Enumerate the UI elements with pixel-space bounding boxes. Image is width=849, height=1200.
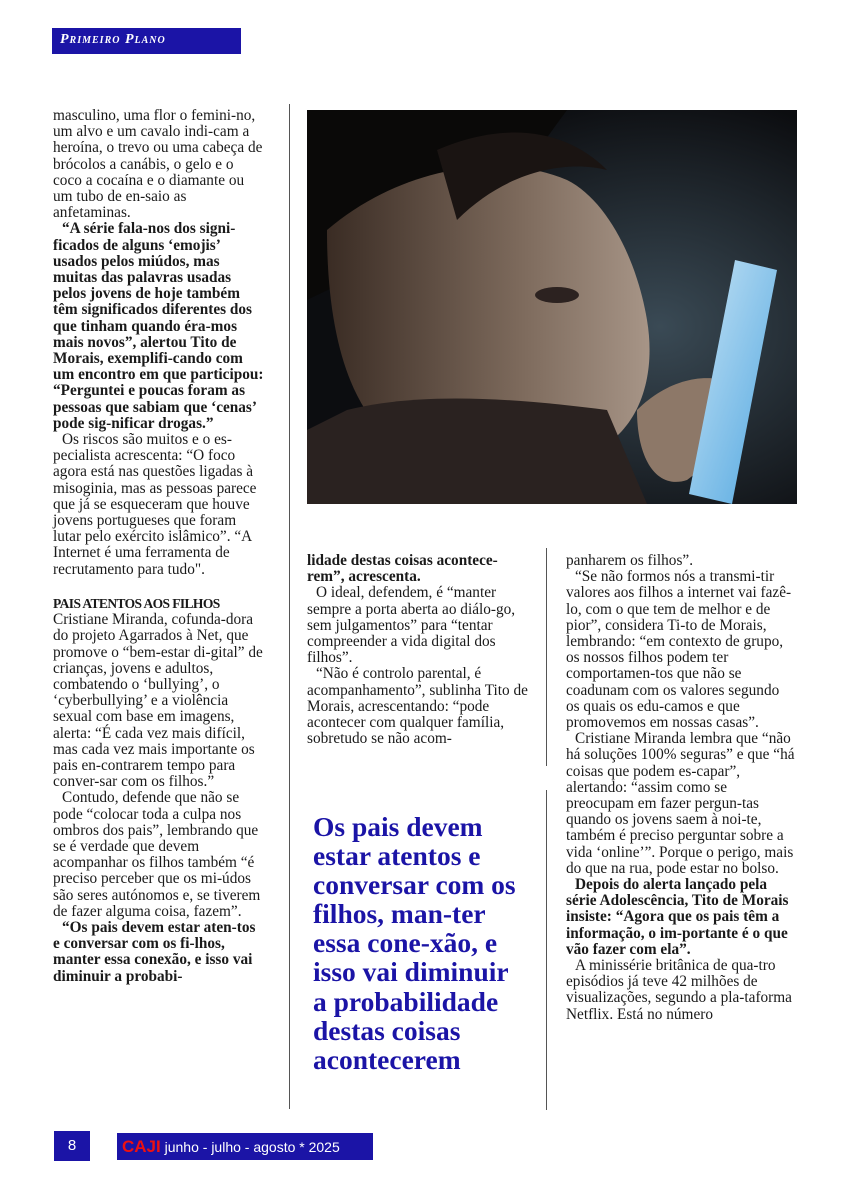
footer-masthead [117, 1133, 373, 1160]
article-paragraph: “Se não formos nós a transmi-tir valores aos filhos a internet vai fazê-lo, com o que tem de melhor e de pior”, considera Ti-to de Morais, lembrando: “em contexto de grupo, os nossos filhos podem ter comportamen-tos que não se coadunam com os valores segundo os quais os edu-camos e que promovemos em nossas casas”. [566, 568, 792, 732]
section-title: Primeiro Plano [60, 32, 166, 47]
article-paragraph: “Não é controlo parental, é acompanhamento”, sublinha Tito de Morais, acrescentando: “pode acontecer com qualquer família, sobretudo se não acom- [307, 665, 528, 748]
pull-quote: Os pais devem estar atentos e conversar com os filhos, man-ter essa cone-xão, e isso vai diminuir a probabilidade destas coisas acontecerem [313, 811, 516, 1075]
article-paragraph: A minissérie britânica de qua-tro episódios já teve 42 milhões de visualizações, segundo a pla-taforma Netflix. Está no número [566, 957, 792, 1023]
article-paragraph: Os riscos são muitos e o es-pecialista acrescenta: “O foco agora está nas questões ligadas à misoginia, mas as pessoas parece que já se esqueceram que houve jovens portugueses que foram lutar pelo exército islâmico”. “A Internet é uma ferramenta de recrutamento para tudo". [53, 431, 257, 578]
section-header [52, 28, 241, 54]
article-column-2 [307, 553, 532, 747]
footer-issue: junho - julho - agosto * 2025 [164, 1139, 340, 1155]
article-column-3 [566, 553, 796, 1023]
article-paragraph: panharem os filhos”. [566, 552, 694, 569]
section-subheading: PAIS ATENTOS AOS FILHOS [53, 595, 220, 611]
article-paragraph: lidade destas coisas acontece-rem”, acrescenta. [307, 552, 498, 586]
page-number: 8 [54, 1131, 90, 1161]
article-paragraph: “A série fala-nos dos signi-ficados de alguns ‘emojis’ usados pelos miúdos, mas muitas das palavras usadas pelos jovens de hoje também têm significados diferentes dos que tinham quando éra-mos mais novos”, alertou Tito de Morais, exemplifi-cando com um encontro em que participou: “Perguntei e poucas foram as pessoas que sabiam que ‘cenas’ pode sig-nificar drogas.” [53, 220, 264, 432]
article-paragraph: O ideal, defendem, é “manter sempre a porta aberta ao diálo-go, sem julgamentos” para “tentar compreender a vida digital dos filhos”. [307, 584, 516, 667]
article-paragraph: Cristiane Miranda, cofunda-dora do projeto Agarrados à Net, que promove o “bem-estar di-gital” de crianças, jovens e adultos, combatendo o ‘bullying’, o ‘cyberbullying’ e a violência sexual com base em imagens, alerta: “É cada vez mais difícil, mas cada vez mais importante os pais en-contrarem tempo para conver-sar com os filhos.” [53, 611, 263, 791]
article-paragraph: Cristiane Miranda lembra que “não há soluções 100% seguras” e que “há coisas que podem es-capar”, alertando: “assim como se preocupam em fazer pergun-tas quando os jovens saem à noi-te, também é preciso perguntar sobre a vida ‘online’”. Porque o perigo, mais do que na rua, pode estar no bolso. [566, 730, 795, 877]
article-photo [307, 110, 797, 504]
column-divider [289, 104, 290, 1109]
article-paragraph: masculino, uma flor o femini-no, um alvo e um cavalo indi-cam a heroína, o trevo ou uma cabeça de brócolos a canábis, o gelo e o coco a cocaína e o diamante ou um tubo de en-saio as anfetaminas. [53, 107, 263, 222]
article-column-1 [53, 108, 265, 985]
footer-brand: CAJI [122, 1137, 161, 1156]
article-paragraph: Contudo, defende que não se pode “colocar toda a culpa nos ombros dos pais”, lembrando que se é verdade que devem acompanhar os filhos também “é preciso perceber que os mi-údos são seres autónomos e, se tiverem de fazer alguma coisa, fazem”. [53, 789, 261, 920]
article-paragraph: Depois do alerta lançado pela série Adolescência, Tito de Morais insiste: “Agora que os pais têm a informação, o im-portante é o que vão fazer com ela”. [566, 876, 789, 958]
column-divider [546, 548, 547, 766]
column-divider [546, 790, 547, 1110]
article-paragraph: “Os pais devem estar aten-tos e conversar com os fi-lhos, manter essa conexão, e isso vai diminuir a probabi- [53, 918, 256, 985]
